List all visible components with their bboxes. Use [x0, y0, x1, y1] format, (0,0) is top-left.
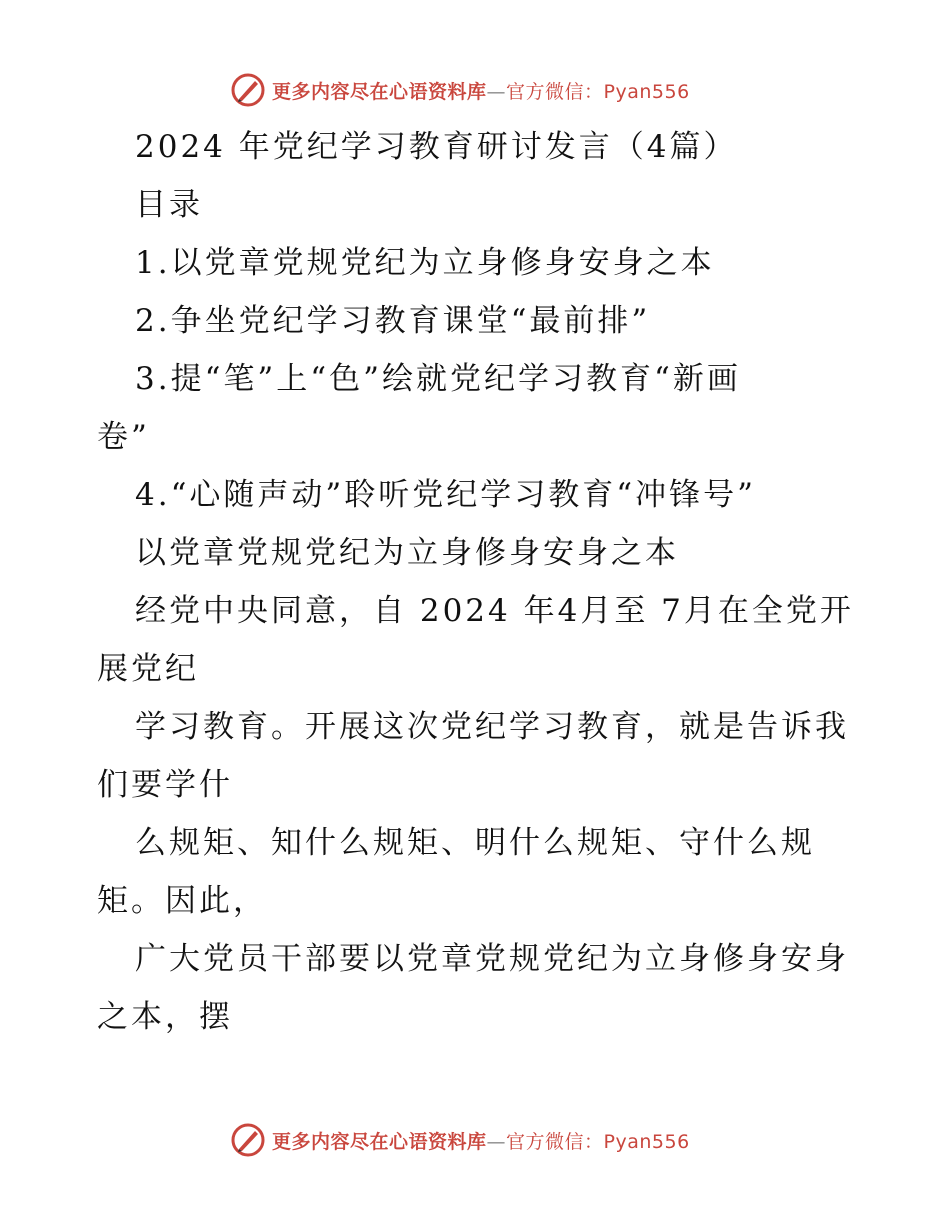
watermark-site: 更多内容尽在心语资料库: [272, 80, 487, 103]
toc-item-3: 3.提“笔”上“色”绘就党纪学习教育“新画: [135, 361, 741, 397]
toc-item-1: 1.以党章党规党纪为立身修身安身之本: [135, 245, 715, 281]
paragraph-line: 学习教育。开展这次党纪学习教育，就是告诉我: [135, 709, 849, 745]
watermark-wechat: 官方微信：Pyan556: [506, 80, 690, 103]
pen-logo-icon: [230, 72, 266, 108]
toc-item-3-cont: 卷”: [97, 419, 150, 455]
footer-watermark: [230, 1120, 750, 1160]
paragraph-line: 展党纪: [97, 651, 199, 687]
header-watermark: [230, 70, 750, 110]
watermark-separator: —: [486, 1130, 507, 1153]
paragraph-line: 广大党员干部要以党章党规党纪为立身修身安身: [135, 941, 849, 977]
watermark-wechat: 官方微信：Pyan556: [506, 1130, 690, 1153]
paragraph-line: 经党中央同意，自 2024 年4月至 7月在全党开: [135, 593, 854, 629]
pen-logo-icon: [230, 1122, 266, 1158]
document-title: 2024 年党纪学习教育研讨发言（4篇）: [135, 129, 738, 165]
toc-heading: 目录: [135, 187, 203, 223]
paragraph-line: 矩。因此，: [97, 883, 267, 919]
paragraph-line: 们要学什: [97, 767, 233, 803]
toc-item-4: 4.“心随声动”聆听党纪学习教育“冲锋号”: [135, 477, 756, 513]
section-heading: 以党章党规党纪为立身修身安身之本: [135, 535, 679, 571]
watermark-site: 更多内容尽在心语资料库: [272, 1130, 487, 1153]
paragraph-line: 么规矩、知什么规矩、明什么规矩、守什么规: [135, 825, 815, 861]
watermark-text: [272, 77, 690, 104]
document-body: [0, 118, 950, 1046]
watermark-text: [272, 1127, 690, 1154]
watermark-separator: —: [486, 80, 507, 103]
paragraph-line: 之本，摆: [97, 999, 233, 1035]
toc-item-2: 2.争坐党纪学习教育课堂“最前排”: [135, 303, 651, 339]
